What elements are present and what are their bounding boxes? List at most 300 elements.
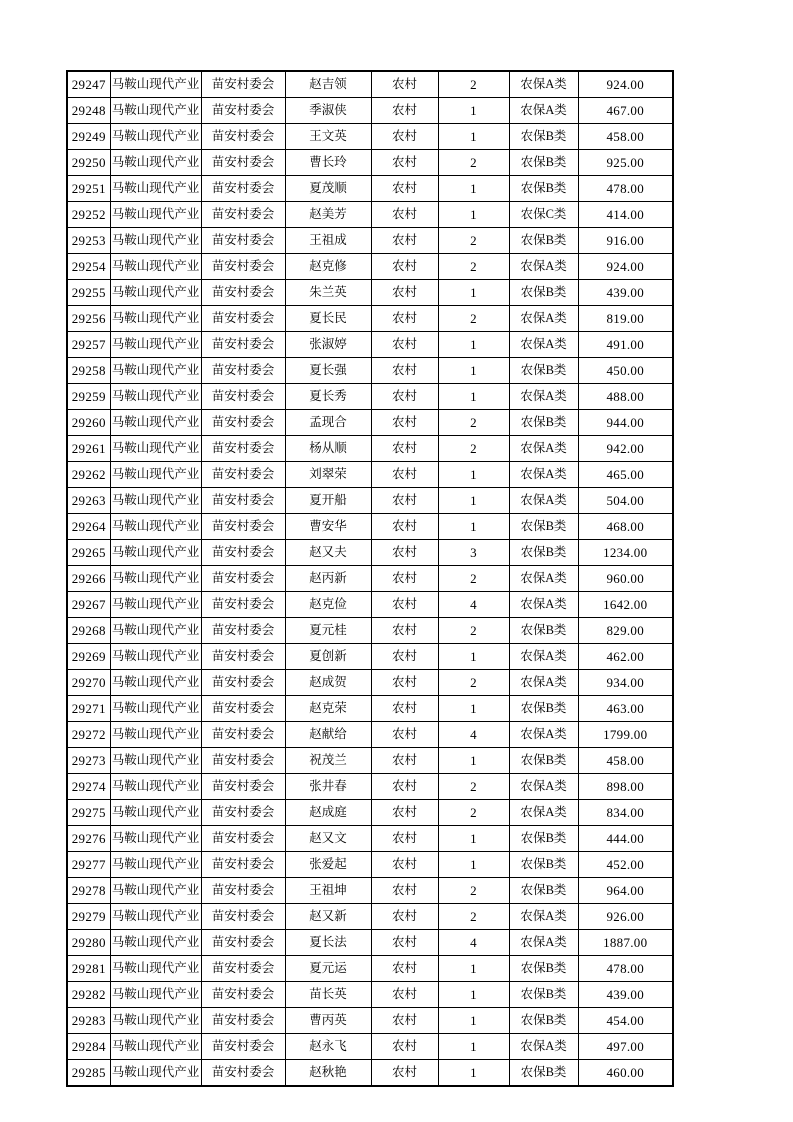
table-row <box>67 384 673 410</box>
table-row <box>67 644 673 670</box>
cell-person-name: 孟现合 <box>285 410 371 436</box>
cell-residence-type: 农村 <box>371 618 438 644</box>
cell-serial-no: 29253 <box>67 228 110 254</box>
cell-serial-no: 29271 <box>67 696 110 722</box>
records-tbody <box>67 71 673 1086</box>
cell-person-name: 赵秋艳 <box>285 1060 371 1087</box>
cell-insurance-class: 农保B类 <box>509 982 578 1008</box>
cell-amount: 1799.00 <box>578 722 673 748</box>
cell-person-count: 1 <box>438 202 509 228</box>
cell-village-committee: 苗安村委会 <box>201 696 285 722</box>
cell-person-name: 夏创新 <box>285 644 371 670</box>
cell-amount: 1887.00 <box>578 930 673 956</box>
cell-amount: 925.00 <box>578 150 673 176</box>
cell-serial-no: 29270 <box>67 670 110 696</box>
cell-person-name: 赵吉领 <box>285 71 371 98</box>
cell-serial-no: 29250 <box>67 150 110 176</box>
cell-amount: 491.00 <box>578 332 673 358</box>
cell-serial-no: 29277 <box>67 852 110 878</box>
table-row <box>67 670 673 696</box>
cell-person-count: 2 <box>438 670 509 696</box>
table-row <box>67 436 673 462</box>
cell-insurance-class: 农保B类 <box>509 514 578 540</box>
cell-insurance-class: 农保A类 <box>509 254 578 280</box>
cell-insurance-class: 农保B类 <box>509 878 578 904</box>
cell-village-committee: 苗安村委会 <box>201 722 285 748</box>
cell-person-name: 赵又文 <box>285 826 371 852</box>
cell-village-committee: 苗安村委会 <box>201 514 285 540</box>
cell-residence-type: 农村 <box>371 956 438 982</box>
cell-amount: 924.00 <box>578 254 673 280</box>
table-row <box>67 410 673 436</box>
cell-person-count: 3 <box>438 540 509 566</box>
cell-residence-type: 农村 <box>371 202 438 228</box>
cell-enterprise: 马鞍山现代产业 <box>110 956 201 982</box>
cell-enterprise: 马鞍山现代产业 <box>110 436 201 462</box>
cell-person-name: 夏茂顺 <box>285 176 371 202</box>
cell-residence-type: 农村 <box>371 878 438 904</box>
cell-enterprise: 马鞍山现代产业 <box>110 358 201 384</box>
cell-person-count: 1 <box>438 956 509 982</box>
table-row <box>67 254 673 280</box>
cell-enterprise: 马鞍山现代产业 <box>110 696 201 722</box>
cell-amount: 444.00 <box>578 826 673 852</box>
cell-serial-no: 29247 <box>67 71 110 98</box>
table-row <box>67 150 673 176</box>
cell-person-name: 季淑侠 <box>285 98 371 124</box>
cell-residence-type: 农村 <box>371 410 438 436</box>
cell-enterprise: 马鞍山现代产业 <box>110 488 201 514</box>
cell-residence-type: 农村 <box>371 514 438 540</box>
cell-amount: 454.00 <box>578 1008 673 1034</box>
table-row <box>67 566 673 592</box>
cell-amount: 488.00 <box>578 384 673 410</box>
cell-person-count: 1 <box>438 1034 509 1060</box>
table-row <box>67 878 673 904</box>
table-row <box>67 956 673 982</box>
cell-amount: 829.00 <box>578 618 673 644</box>
cell-person-name: 夏开船 <box>285 488 371 514</box>
cell-insurance-class: 农保B类 <box>509 228 578 254</box>
cell-amount: 460.00 <box>578 1060 673 1087</box>
cell-village-committee: 苗安村委会 <box>201 202 285 228</box>
cell-residence-type: 农村 <box>371 566 438 592</box>
cell-village-committee: 苗安村委会 <box>201 878 285 904</box>
cell-village-committee: 苗安村委会 <box>201 956 285 982</box>
table-row <box>67 904 673 930</box>
cell-insurance-class: 农保A类 <box>509 462 578 488</box>
cell-amount: 924.00 <box>578 71 673 98</box>
cell-person-count: 2 <box>438 71 509 98</box>
cell-person-count: 1 <box>438 98 509 124</box>
cell-person-name: 赵永飞 <box>285 1034 371 1060</box>
cell-person-name: 夏长秀 <box>285 384 371 410</box>
cell-person-name: 杨从顺 <box>285 436 371 462</box>
cell-person-count: 1 <box>438 644 509 670</box>
cell-person-count: 2 <box>438 800 509 826</box>
cell-insurance-class: 农保B类 <box>509 826 578 852</box>
cell-person-count: 1 <box>438 852 509 878</box>
cell-person-count: 2 <box>438 150 509 176</box>
cell-village-committee: 苗安村委会 <box>201 176 285 202</box>
cell-residence-type: 农村 <box>371 462 438 488</box>
cell-person-count: 2 <box>438 436 509 462</box>
cell-village-committee: 苗安村委会 <box>201 1060 285 1087</box>
cell-person-count: 1 <box>438 332 509 358</box>
cell-amount: 439.00 <box>578 280 673 306</box>
table-row <box>67 722 673 748</box>
cell-person-name: 曹长玲 <box>285 150 371 176</box>
cell-serial-no: 29263 <box>67 488 110 514</box>
cell-enterprise: 马鞍山现代产业 <box>110 1060 201 1087</box>
cell-person-name: 张井春 <box>285 774 371 800</box>
cell-amount: 458.00 <box>578 748 673 774</box>
cell-person-count: 4 <box>438 722 509 748</box>
table-row <box>67 514 673 540</box>
cell-amount: 468.00 <box>578 514 673 540</box>
cell-person-name: 赵成庭 <box>285 800 371 826</box>
cell-village-committee: 苗安村委会 <box>201 930 285 956</box>
cell-enterprise: 马鞍山现代产业 <box>110 150 201 176</box>
cell-residence-type: 农村 <box>371 644 438 670</box>
cell-insurance-class: 农保B类 <box>509 1008 578 1034</box>
cell-person-name: 朱兰英 <box>285 280 371 306</box>
cell-person-name: 夏长民 <box>285 306 371 332</box>
cell-serial-no: 29256 <box>67 306 110 332</box>
cell-insurance-class: 农保B类 <box>509 540 578 566</box>
table-row <box>67 228 673 254</box>
cell-serial-no: 29280 <box>67 930 110 956</box>
table-row <box>67 202 673 228</box>
cell-person-count: 1 <box>438 488 509 514</box>
cell-residence-type: 农村 <box>371 904 438 930</box>
cell-residence-type: 农村 <box>371 800 438 826</box>
cell-village-committee: 苗安村委会 <box>201 124 285 150</box>
cell-village-committee: 苗安村委会 <box>201 670 285 696</box>
cell-person-name: 祝茂兰 <box>285 748 371 774</box>
cell-enterprise: 马鞍山现代产业 <box>110 332 201 358</box>
cell-enterprise: 马鞍山现代产业 <box>110 124 201 150</box>
cell-person-count: 1 <box>438 462 509 488</box>
cell-insurance-class: 农保A类 <box>509 384 578 410</box>
cell-enterprise: 马鞍山现代产业 <box>110 384 201 410</box>
cell-amount: 414.00 <box>578 202 673 228</box>
cell-person-count: 1 <box>438 748 509 774</box>
table-row <box>67 332 673 358</box>
cell-serial-no: 29284 <box>67 1034 110 1060</box>
cell-person-count: 2 <box>438 774 509 800</box>
cell-person-count: 1 <box>438 1060 509 1087</box>
cell-insurance-class: 农保A类 <box>509 644 578 670</box>
cell-enterprise: 马鞍山现代产业 <box>110 202 201 228</box>
cell-person-count: 2 <box>438 566 509 592</box>
cell-residence-type: 农村 <box>371 384 438 410</box>
cell-serial-no: 29273 <box>67 748 110 774</box>
cell-enterprise: 马鞍山现代产业 <box>110 71 201 98</box>
cell-insurance-class: 农保A类 <box>509 592 578 618</box>
cell-residence-type: 农村 <box>371 1060 438 1087</box>
cell-amount: 497.00 <box>578 1034 673 1060</box>
cell-enterprise: 马鞍山现代产业 <box>110 800 201 826</box>
table-row <box>67 71 673 98</box>
cell-enterprise: 马鞍山现代产业 <box>110 982 201 1008</box>
cell-village-committee: 苗安村委会 <box>201 540 285 566</box>
cell-enterprise: 马鞍山现代产业 <box>110 228 201 254</box>
cell-residence-type: 农村 <box>371 176 438 202</box>
cell-insurance-class: 农保A类 <box>509 436 578 462</box>
cell-amount: 1642.00 <box>578 592 673 618</box>
cell-enterprise: 马鞍山现代产业 <box>110 722 201 748</box>
cell-amount: 478.00 <box>578 176 673 202</box>
cell-amount: 1234.00 <box>578 540 673 566</box>
cell-person-name: 赵克荣 <box>285 696 371 722</box>
cell-residence-type: 农村 <box>371 488 438 514</box>
cell-amount: 467.00 <box>578 98 673 124</box>
cell-serial-no: 29274 <box>67 774 110 800</box>
cell-enterprise: 马鞍山现代产业 <box>110 462 201 488</box>
cell-person-count: 2 <box>438 306 509 332</box>
cell-serial-no: 29276 <box>67 826 110 852</box>
cell-serial-no: 29279 <box>67 904 110 930</box>
cell-amount: 926.00 <box>578 904 673 930</box>
cell-residence-type: 农村 <box>371 696 438 722</box>
cell-person-name: 张淑婷 <box>285 332 371 358</box>
cell-amount: 452.00 <box>578 852 673 878</box>
cell-enterprise: 马鞍山现代产业 <box>110 98 201 124</box>
cell-amount: 458.00 <box>578 124 673 150</box>
cell-residence-type: 农村 <box>371 722 438 748</box>
cell-residence-type: 农村 <box>371 280 438 306</box>
table-row <box>67 748 673 774</box>
cell-serial-no: 29265 <box>67 540 110 566</box>
cell-insurance-class: 农保B类 <box>509 696 578 722</box>
cell-village-committee: 苗安村委会 <box>201 904 285 930</box>
cell-insurance-class: 农保A类 <box>509 1034 578 1060</box>
table-row <box>67 826 673 852</box>
cell-residence-type: 农村 <box>371 254 438 280</box>
cell-serial-no: 29267 <box>67 592 110 618</box>
cell-residence-type: 农村 <box>371 436 438 462</box>
cell-amount: 439.00 <box>578 982 673 1008</box>
cell-residence-type: 农村 <box>371 150 438 176</box>
payment-roster-table <box>66 70 674 1087</box>
cell-person-name: 曹丙英 <box>285 1008 371 1034</box>
cell-residence-type: 农村 <box>371 748 438 774</box>
cell-residence-type: 农村 <box>371 358 438 384</box>
cell-village-committee: 苗安村委会 <box>201 1008 285 1034</box>
cell-person-name: 赵又新 <box>285 904 371 930</box>
cell-village-committee: 苗安村委会 <box>201 748 285 774</box>
cell-village-committee: 苗安村委会 <box>201 592 285 618</box>
cell-serial-no: 29248 <box>67 98 110 124</box>
cell-insurance-class: 农保A类 <box>509 71 578 98</box>
cell-serial-no: 29255 <box>67 280 110 306</box>
cell-person-name: 张爱起 <box>285 852 371 878</box>
table-row <box>67 1060 673 1087</box>
cell-enterprise: 马鞍山现代产业 <box>110 540 201 566</box>
cell-serial-no: 29254 <box>67 254 110 280</box>
cell-amount: 942.00 <box>578 436 673 462</box>
table-row <box>67 930 673 956</box>
cell-residence-type: 农村 <box>371 930 438 956</box>
cell-amount: 478.00 <box>578 956 673 982</box>
cell-village-committee: 苗安村委会 <box>201 852 285 878</box>
cell-residence-type: 农村 <box>371 852 438 878</box>
cell-person-name: 夏元桂 <box>285 618 371 644</box>
cell-amount: 450.00 <box>578 358 673 384</box>
cell-village-committee: 苗安村委会 <box>201 332 285 358</box>
cell-enterprise: 马鞍山现代产业 <box>110 306 201 332</box>
cell-insurance-class: 农保A类 <box>509 566 578 592</box>
table-row <box>67 592 673 618</box>
cell-residence-type: 农村 <box>371 982 438 1008</box>
cell-village-committee: 苗安村委会 <box>201 566 285 592</box>
cell-amount: 463.00 <box>578 696 673 722</box>
cell-village-committee: 苗安村委会 <box>201 1034 285 1060</box>
cell-person-count: 1 <box>438 176 509 202</box>
cell-insurance-class: 农保A类 <box>509 488 578 514</box>
table-row <box>67 488 673 514</box>
table-row <box>67 618 673 644</box>
cell-serial-no: 29261 <box>67 436 110 462</box>
cell-person-count: 1 <box>438 514 509 540</box>
table-row <box>67 358 673 384</box>
table-row <box>67 176 673 202</box>
cell-village-committee: 苗安村委会 <box>201 254 285 280</box>
cell-residence-type: 农村 <box>371 592 438 618</box>
cell-village-committee: 苗安村委会 <box>201 228 285 254</box>
cell-serial-no: 29260 <box>67 410 110 436</box>
table-row <box>67 1034 673 1060</box>
cell-person-name: 刘翠荣 <box>285 462 371 488</box>
cell-person-name: 苗长英 <box>285 982 371 1008</box>
cell-village-committee: 苗安村委会 <box>201 306 285 332</box>
table-row <box>67 852 673 878</box>
cell-residence-type: 农村 <box>371 1008 438 1034</box>
cell-enterprise: 马鞍山现代产业 <box>110 592 201 618</box>
table-row <box>67 1008 673 1034</box>
cell-serial-no: 29269 <box>67 644 110 670</box>
cell-serial-no: 29249 <box>67 124 110 150</box>
cell-residence-type: 农村 <box>371 71 438 98</box>
cell-residence-type: 农村 <box>371 124 438 150</box>
cell-person-name: 夏元运 <box>285 956 371 982</box>
cell-enterprise: 马鞍山现代产业 <box>110 410 201 436</box>
cell-insurance-class: 农保A类 <box>509 904 578 930</box>
cell-person-count: 4 <box>438 930 509 956</box>
table-row <box>67 540 673 566</box>
cell-village-committee: 苗安村委会 <box>201 644 285 670</box>
cell-insurance-class: 农保A类 <box>509 722 578 748</box>
cell-village-committee: 苗安村委会 <box>201 982 285 1008</box>
cell-enterprise: 马鞍山现代产业 <box>110 566 201 592</box>
cell-enterprise: 马鞍山现代产业 <box>110 1008 201 1034</box>
cell-village-committee: 苗安村委会 <box>201 150 285 176</box>
cell-person-count: 1 <box>438 384 509 410</box>
cell-person-name: 赵美芳 <box>285 202 371 228</box>
cell-residence-type: 农村 <box>371 332 438 358</box>
cell-residence-type: 农村 <box>371 306 438 332</box>
cell-serial-no: 29268 <box>67 618 110 644</box>
cell-insurance-class: 农保A类 <box>509 98 578 124</box>
cell-serial-no: 29258 <box>67 358 110 384</box>
cell-person-count: 1 <box>438 826 509 852</box>
cell-enterprise: 马鞍山现代产业 <box>110 930 201 956</box>
cell-village-committee: 苗安村委会 <box>201 71 285 98</box>
table-row <box>67 98 673 124</box>
cell-insurance-class: 农保A类 <box>509 774 578 800</box>
cell-residence-type: 农村 <box>371 228 438 254</box>
cell-person-count: 1 <box>438 696 509 722</box>
cell-serial-no: 29285 <box>67 1060 110 1087</box>
cell-person-count: 2 <box>438 878 509 904</box>
cell-person-name: 夏长强 <box>285 358 371 384</box>
cell-person-name: 赵成贺 <box>285 670 371 696</box>
cell-insurance-class: 农保A类 <box>509 930 578 956</box>
cell-amount: 934.00 <box>578 670 673 696</box>
cell-amount: 462.00 <box>578 644 673 670</box>
cell-insurance-class: 农保B类 <box>509 280 578 306</box>
cell-insurance-class: 农保B类 <box>509 852 578 878</box>
cell-person-name: 王文英 <box>285 124 371 150</box>
cell-insurance-class: 农保A类 <box>509 670 578 696</box>
cell-insurance-class: 农保A类 <box>509 332 578 358</box>
cell-residence-type: 农村 <box>371 1034 438 1060</box>
cell-village-committee: 苗安村委会 <box>201 358 285 384</box>
cell-enterprise: 马鞍山现代产业 <box>110 826 201 852</box>
cell-village-committee: 苗安村委会 <box>201 280 285 306</box>
cell-residence-type: 农村 <box>371 540 438 566</box>
cell-village-committee: 苗安村委会 <box>201 384 285 410</box>
cell-insurance-class: 农保B类 <box>509 956 578 982</box>
table-row <box>67 800 673 826</box>
cell-insurance-class: 农保B类 <box>509 410 578 436</box>
cell-village-committee: 苗安村委会 <box>201 774 285 800</box>
cell-serial-no: 29282 <box>67 982 110 1008</box>
cell-person-name: 赵又夫 <box>285 540 371 566</box>
cell-person-name: 赵克修 <box>285 254 371 280</box>
cell-person-name: 曹安华 <box>285 514 371 540</box>
cell-enterprise: 马鞍山现代产业 <box>110 618 201 644</box>
cell-residence-type: 农村 <box>371 826 438 852</box>
cell-enterprise: 马鞍山现代产业 <box>110 878 201 904</box>
cell-residence-type: 农村 <box>371 98 438 124</box>
cell-insurance-class: 农保B类 <box>509 1060 578 1087</box>
table-row <box>67 774 673 800</box>
cell-person-name: 王祖坤 <box>285 878 371 904</box>
cell-serial-no: 29283 <box>67 1008 110 1034</box>
cell-amount: 504.00 <box>578 488 673 514</box>
cell-person-count: 2 <box>438 410 509 436</box>
cell-insurance-class: 农保A类 <box>509 800 578 826</box>
cell-serial-no: 29278 <box>67 878 110 904</box>
cell-enterprise: 马鞍山现代产业 <box>110 852 201 878</box>
cell-serial-no: 29266 <box>67 566 110 592</box>
cell-residence-type: 农村 <box>371 774 438 800</box>
cell-person-count: 1 <box>438 280 509 306</box>
cell-insurance-class: 农保C类 <box>509 202 578 228</box>
cell-person-name: 夏长法 <box>285 930 371 956</box>
cell-enterprise: 马鞍山现代产业 <box>110 748 201 774</box>
cell-enterprise: 马鞍山现代产业 <box>110 514 201 540</box>
cell-village-committee: 苗安村委会 <box>201 826 285 852</box>
cell-person-name: 赵献给 <box>285 722 371 748</box>
table-row <box>67 280 673 306</box>
cell-amount: 916.00 <box>578 228 673 254</box>
cell-residence-type: 农村 <box>371 670 438 696</box>
cell-person-count: 1 <box>438 358 509 384</box>
cell-person-count: 2 <box>438 904 509 930</box>
